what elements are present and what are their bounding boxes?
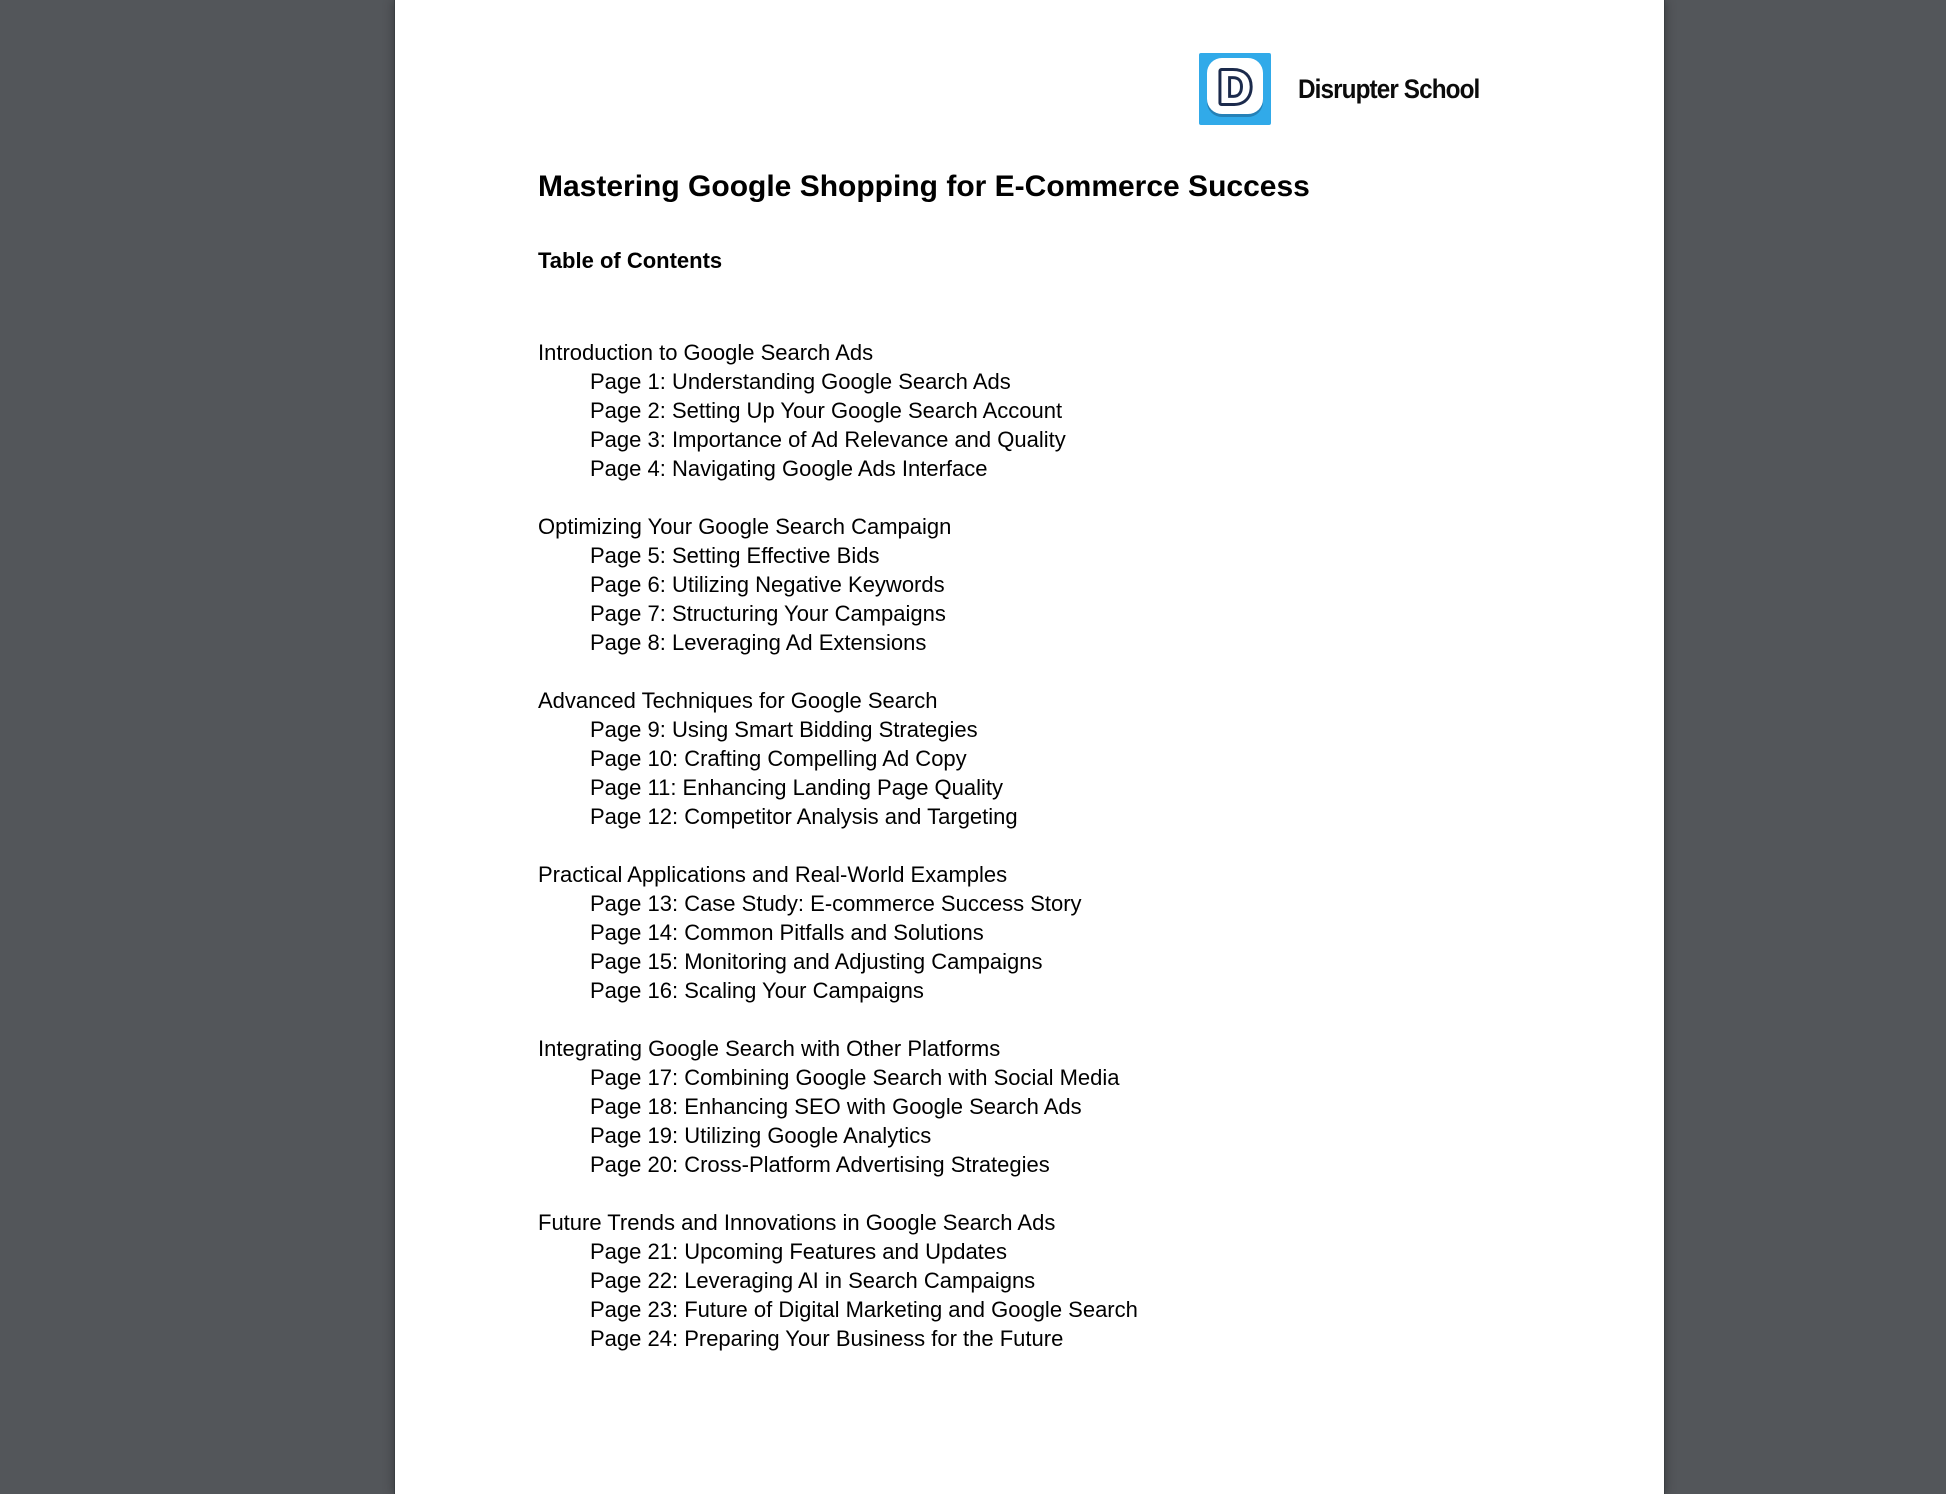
brand-header	[1199, 53, 1500, 125]
brand-name: Disrupter School	[1298, 73, 1480, 104]
toc-section-title: Advanced Techniques for Google Search	[538, 688, 938, 713]
toc-entry: Page 15: Monitoring and Adjusting Campaigns	[590, 949, 1043, 974]
toc-section	[538, 1034, 1538, 1179]
toc-section-title: Integrating Google Search with Other Platforms	[538, 1036, 1001, 1061]
toc-entry: Page 1: Understanding Google Search Ads	[590, 369, 1011, 394]
toc-entry: Page 3: Importance of Ad Relevance and Quality	[590, 427, 1066, 452]
toc-section-title: Optimizing Your Google Search Campaign	[538, 514, 952, 539]
toc-entry: Page 22: Leveraging AI in Search Campaigns	[590, 1268, 1036, 1293]
toc-entry: Page 24: Preparing Your Business for the Future	[590, 1326, 1064, 1351]
toc-section	[538, 1208, 1538, 1353]
toc-section	[538, 860, 1538, 1005]
toc-entry: Page 4: Navigating Google Ads Interface	[590, 456, 988, 481]
toc-entry: Page 6: Utilizing Negative Keywords	[590, 572, 945, 597]
toc-section	[538, 338, 1538, 483]
toc-section	[538, 686, 1538, 831]
toc-entry: Page 11: Enhancing Landing Page Quality	[590, 775, 1004, 800]
toc-entry: Page 19: Utilizing Google Analytics	[590, 1123, 932, 1148]
toc-entry: Page 16: Scaling Your Campaigns	[590, 978, 924, 1003]
document-title: Mastering Google Shopping for E-Commerce Success	[538, 170, 1310, 203]
toc-section-title: Future Trends and Innovations in Google Search Ads	[538, 1210, 1056, 1235]
toc	[538, 338, 1538, 1353]
toc-entry: Page 18: Enhancing SEO with Google Search Ads	[590, 1094, 1082, 1119]
toc-heading: Table of Contents	[538, 248, 723, 273]
toc-entry: Page 14: Common Pitfalls and Solutions	[590, 920, 984, 945]
toc-entry: Page 2: Setting Up Your Google Search Account	[590, 398, 1063, 423]
toc-entry: Page 13: Case Study: E-commerce Success Story	[590, 891, 1082, 916]
document-page	[394, 0, 1665, 1494]
toc-entry: Page 9: Using Smart Bidding Strategies	[590, 717, 978, 742]
toc-section-title: Practical Applications and Real-World Examples	[538, 862, 1008, 887]
disrupter-school-logo-icon	[1199, 53, 1271, 125]
toc-entry: Page 23: Future of Digital Marketing and Google Search	[590, 1297, 1138, 1322]
toc-entry: Page 10: Crafting Compelling Ad Copy	[590, 746, 967, 771]
toc-entry: Page 8: Leveraging Ad Extensions	[590, 630, 927, 655]
toc-entry: Page 7: Structuring Your Campaigns	[590, 601, 946, 626]
toc-entry: Page 12: Competitor Analysis and Targeting	[590, 804, 1018, 829]
toc-entry: Page 5: Setting Effective Bids	[590, 543, 880, 568]
logo-letter: D	[1218, 61, 1252, 113]
toc-entry: Page 20: Cross-Platform Advertising Strategies	[590, 1152, 1050, 1177]
toc-section	[538, 512, 1538, 657]
toc-entry: Page 17: Combining Google Search with Social Media	[590, 1065, 1120, 1090]
toc-section-title: Introduction to Google Search Ads	[538, 340, 874, 365]
toc-entry: Page 21: Upcoming Features and Updates	[590, 1239, 1008, 1264]
